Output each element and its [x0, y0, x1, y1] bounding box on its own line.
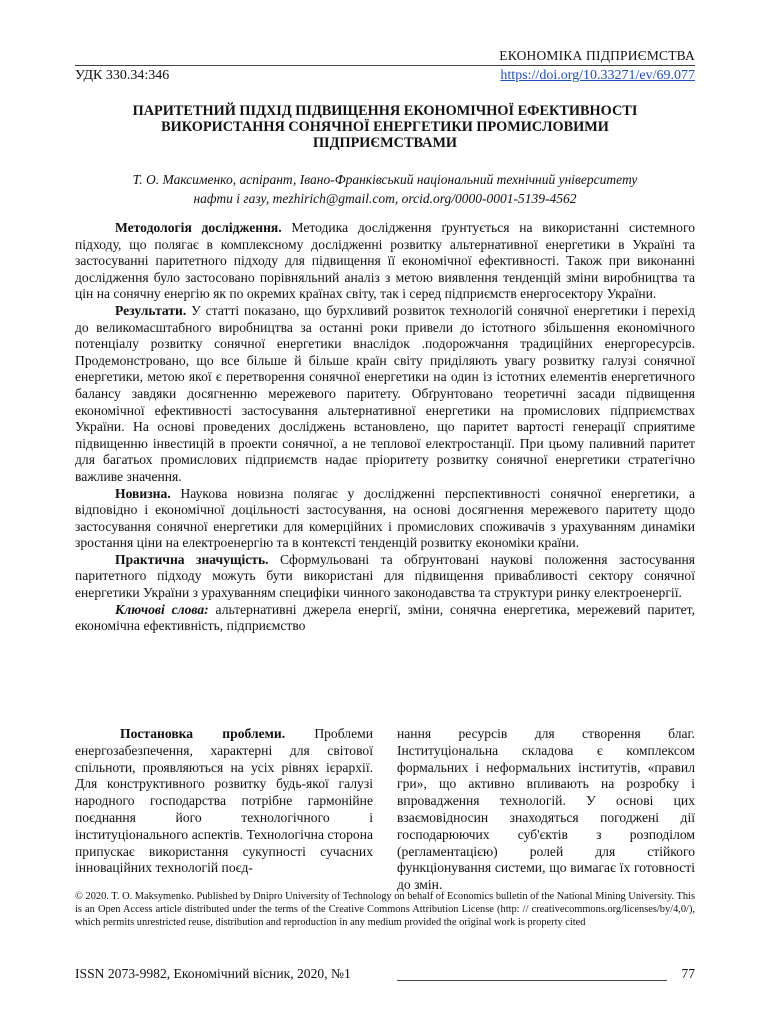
abstract-results — [75, 303, 695, 486]
header-rule — [75, 65, 695, 66]
title-line: ПАРИТЕТНИЙ ПІДХІД ПІДВИЩЕННЯ ЕКОНОМІЧНОЇ ЕФЕКТИВНОСТІ — [132, 103, 638, 119]
practical-heading: Практична значущість. — [115, 551, 269, 567]
methodology-heading: Методологія дослідження. — [115, 220, 282, 235]
body-column-left — [75, 726, 373, 877]
keywords-text: альтернативні джерела енергії, зміни, сонячна енергетика, мережевий паритет, економічна ефективність, підприємство — [75, 601, 695, 634]
problem-heading: Постановка проблеми. — [120, 726, 286, 741]
novelty-heading: Новизна. — [115, 485, 171, 501]
udk-code: УДК 330.34:346 — [75, 68, 170, 83]
footer-issn: ISSN 2073-9982, Економічний вісник, 2020, №1 — [75, 966, 351, 981]
title-line: ПІДПРИЄМСТВАМИ — [312, 135, 458, 151]
abstract-practical — [75, 552, 695, 602]
problem-paragraph — [75, 726, 373, 877]
journal-section-header: ЕКОНОМІКА ПІДПРИЄМСТВА — [499, 48, 695, 63]
keywords-heading: Ключові слова: — [115, 601, 209, 617]
abstract-methodology — [75, 220, 695, 303]
author-line: нафти і газу, mezhirich@gmail.com, orcid.org/0000-0001-5139-4562 — [193, 191, 577, 206]
author-info — [80, 170, 690, 208]
abstract-keywords — [75, 602, 695, 635]
abstract — [75, 220, 695, 635]
results-text: У статті показано, що бурхливий розвиток технологій сонячної енергетики і перехід до великомасштабного виробництва за останні роки привели до істотного збільшення економічного потенціалу розвитку сонячної енергетики внаслідок .подорожчання традиційних енергоресурсів. Продемонстровано, що все більше й більше країн світу приділяють увагу розвитку галузі сонячної енергетики, метою якої є перетворення сонячної енергетики на один із істотних елементів енергетичного балансу завдяки досягненню мережевого паритету. Обґрунтовано теоретичні засади підвищення економічної ефективності застосування альтернативної енергетики на промислових підприємствах України. На основі проведених досліджень встановлено, що паритет вартості генерації сприятиме підвищенню інвестицій в проекти сонячної, а не теплової електростанції. При цьому паливний паритет для багатьох промислових підприємств надає пріоритету розвитку сонячної енергетики стратегічно важливе значення. — [75, 302, 695, 484]
results-heading: Результати. — [115, 302, 187, 318]
body-column-right — [397, 726, 695, 894]
problem-text: Проблеми енергозабезпечення, характерні для світової спільноти, проявляються на усіх рівнях ієрархії. Для конструктивного розвитку будь-якої галузі народного господарства потрібне гармонійне поєднання його технологічного і інституціонального аспектів. Технологічна сторона припускає використання сукупності сучасних інноваційних технологій поєд- — [75, 726, 373, 876]
abstract-novelty — [75, 486, 695, 552]
footer-rule — [397, 980, 667, 981]
continuation-paragraph: нання ресурсів для створення благ. Інституціональна складова є комплексом формальних і неформальних інститутів, «правил гри», що активно впливають на розробку і впровадження технологій. У основі цих взаємовідносин знаходяться погоджені дії господарюючих суб'єктів з розподілом (регламентацією) ролей для стійкого функціонування системи, що вимагає їх готовності до змін. — [397, 726, 695, 893]
doi-link[interactable]: https://doi.org/10.33271/ev/69.077 — [500, 68, 695, 83]
author-line: Т. О. Максименко, аспірант, Івано-Франківський національний технічний університету — [132, 172, 638, 187]
article-title — [100, 103, 670, 151]
title-line: ВИКОРИСТАННЯ СОНЯЧНОЇ ЕНЕРГЕТИКИ ПРОМИСЛОВИМИ — [161, 119, 609, 135]
methodology-text: Методика дослідження ґрунтується на використанні системного підходу, що полягає в комплексному дослідженні розвитку альтернативної енергетики в Україні та застосуванні паритетного підходу для підвищення її економічної ефективності. Також при виконанні дослідження було застосовано порівняльний аналіз з метою виявлення тенденцій зміни виробництва та цін на сонячну енергію як по окремих країнах світу, так і серед підприємств енергосектору України. — [75, 220, 696, 302]
page-number: 77 — [681, 966, 695, 981]
license-notice: © 2020. T. O. Maksymenko. Published by Dnipro University of Technology on behalf of Economics bulletin of the National Mining University. This is an Open Access article distributed under the terms of the Creative Commons Attribution License (http: // creativecommons.org/licenses/by/4,0/), which permits unrestricted reuse, distribution and reproduction in any medium provided the original work is property cited — [75, 891, 695, 928]
novelty-text: Наукова новизна полягає у дослідженні перспективності сонячної енергетики, а відповідно і економічної доцільності застосування, на основі досягнення мережевого паритету щодо застосування сонячної енергетики для комерційних і промислових споживачів з урахуванням динаміки зростання ціни на електроенергію та в контексті тенденцій розвитку економіки країни. — [75, 485, 695, 551]
practical-text: Сформульовані та обґрунтовані наукові положення застосування паритетного підходу можуть бути використані для підвищення привабливості сектору сонячної енергетики України з урахуванням специфіки чинного законодавства та структури ринку електроенергії. — [75, 551, 696, 601]
